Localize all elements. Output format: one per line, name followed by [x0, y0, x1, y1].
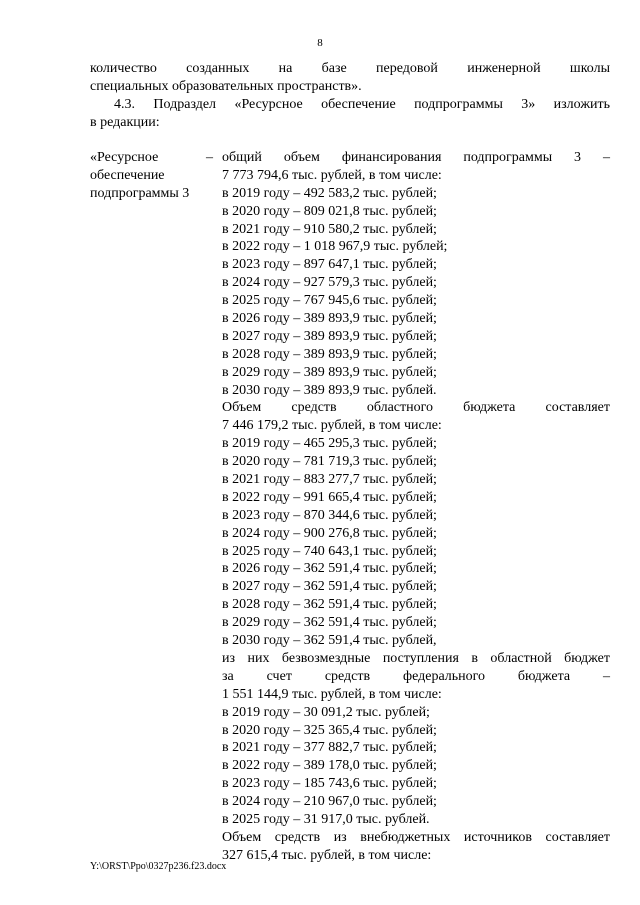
funding-line: в 2024 году – 900 276,8 тыс. рублей;: [222, 525, 437, 541]
funding-line: в 2025 году – 31 917,0 тыс. рублей.: [222, 811, 430, 827]
funding-line: в 2021 году – 377 882,7 тыс. рублей;: [222, 740, 437, 756]
funding-line: в 2020 году – 325 365,4 тыс. рублей;: [222, 722, 437, 738]
funding-content: [222, 149, 610, 865]
funding-line: 327 615,4 тыс. рублей, в том числе:: [222, 847, 432, 863]
funding-line: в 2023 году – 185 743,6 тыс. рублей;: [222, 776, 437, 792]
funding-line: в 2029 году – 362 591,4 тыс. рублей;: [222, 615, 437, 631]
funding-line: в 2022 году – 389 178,0 тыс. рублей;: [222, 758, 437, 774]
funding-line: в 2025 году – 767 945,6 тыс. рублей;: [222, 293, 437, 309]
funding-line: в 2030 году – 362 591,4 тыс. рублей,: [222, 633, 437, 649]
intro-line-3: 4.3. Подраздел «Ресурсное обеспечение подпрограммы 3» изложить: [114, 97, 610, 112]
funding-line: в 2027 году – 389 893,9 тыс. рублей;: [222, 328, 437, 344]
funding-line: в 2019 году – 465 295,3 тыс. рублей;: [222, 436, 437, 452]
funding-line: в 2020 году – 809 021,8 тыс. рублей;: [222, 203, 437, 219]
funding-line: в 2019 году – 492 583,2 тыс. рублей;: [222, 185, 437, 201]
intro-line-1: количество созданных на базе передовой инженерной школы: [90, 61, 610, 76]
funding-line: в 2028 году – 389 893,9 тыс. рублей;: [222, 346, 437, 362]
section-label-line-2: обеспечение: [90, 167, 165, 183]
funding-line: общий объем финансирования подпрограммы 3 –: [222, 150, 610, 165]
funding-line: в 2019 году – 30 091,2 тыс. рублей;: [222, 704, 430, 720]
funding-line: в 2027 году – 362 591,4 тыс. рублей;: [222, 579, 437, 595]
funding-line: в 2024 году – 210 967,0 тыс. рублей;: [222, 794, 437, 810]
intro-line-4: в редакции:: [90, 115, 160, 130]
funding-line: из них безвозмездные поступления в областной бюджет: [222, 650, 610, 666]
intro-line-2: специальных образовательных пространств».: [90, 79, 362, 94]
funding-line: Объем средств областного бюджета составляет: [222, 400, 610, 416]
funding-line: за счет средств федерального бюджета –: [222, 668, 610, 684]
file-path-footer: Y:\ORST\Ppo\0327p236.f23.docx: [90, 861, 227, 872]
funding-line: в 2022 году – 1 018 967,9 тыс. рублей;: [222, 239, 448, 255]
funding-line: 1 551 144,9 тыс. рублей, в том числе:: [222, 686, 442, 702]
funding-line: в 2026 году – 362 591,4 тыс. рублей;: [222, 561, 437, 577]
section-label-line-3: подпрограммы 3: [90, 185, 190, 201]
funding-line: Объем средств из внебюджетных источников составляет: [222, 829, 610, 845]
funding-line: в 2023 году – 870 344,6 тыс. рублей;: [222, 507, 437, 523]
funding-line: в 2023 году – 897 647,1 тыс. рублей;: [222, 257, 437, 273]
funding-line: в 2028 году – 362 591,4 тыс. рублей;: [222, 597, 437, 613]
funding-line: в 2029 году – 389 893,9 тыс. рублей;: [222, 364, 437, 380]
funding-line: в 2020 году – 781 719,3 тыс. рублей;: [222, 454, 437, 470]
funding-line: в 2021 году – 883 277,7 тыс. рублей;: [222, 472, 437, 488]
funding-line: в 2030 году – 389 893,9 тыс. рублей.: [222, 382, 437, 398]
funding-line: 7 773 794,6 тыс. рублей, в том числе:: [222, 167, 442, 183]
funding-line: в 2022 году – 991 665,4 тыс. рублей;: [222, 489, 437, 505]
funding-line: в 2024 году – 927 579,3 тыс. рублей;: [222, 275, 437, 291]
section-label: [90, 149, 210, 203]
funding-line: в 2021 году – 910 580,2 тыс. рублей;: [222, 221, 437, 237]
funding-line: 7 446 179,2 тыс. рублей, в том числе:: [222, 418, 442, 434]
funding-line: в 2025 году – 740 643,1 тыс. рублей;: [222, 543, 437, 559]
funding-line: в 2026 году – 389 893,9 тыс. рублей;: [222, 311, 437, 327]
section-label-line-1: «Ресурсное: [90, 150, 159, 165]
page-number: 8: [317, 37, 323, 49]
label-dash: –: [206, 150, 213, 165]
